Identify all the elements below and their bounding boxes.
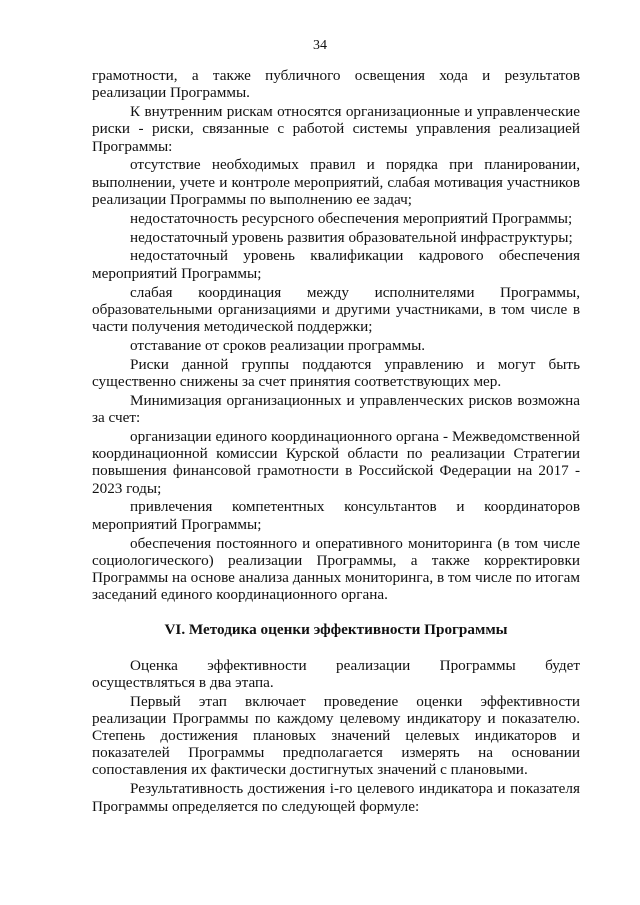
list-item: обеспечения постоянного и оперативного мониторинга (в том числе социологического) реализации Программы, а также корректировки Программы на основе анализа данных мониторинга, в том числе по итогам заседаний единого координационного органа.: [92, 534, 580, 604]
paragraph: Риски данной группы поддаются управлению и могут быть существенно снижены за счет принятия соответствующих мер.: [92, 355, 580, 390]
list-item: слабая координация между исполнителями Программы, образовательными организациями и другими участниками, в том числе в части получения методической поддержки;: [92, 283, 580, 335]
list-item: недостаточный уровень квалификации кадрового обеспечения мероприятий Программы;: [92, 247, 580, 282]
list-item: недостаточный уровень развития образовательной инфраструктуры;: [130, 228, 573, 246]
list-item: организации единого координационного органа - Межведомственной координационной комиссии Курской области по реализации Стратегии повышения финансовой грамотности в Российской Федерации на 2017 - 2023 годы;: [92, 427, 580, 497]
paragraph: Минимизация организационных и управленческих рисков возможна за счет:: [92, 391, 580, 427]
list-item: привлечения компетентных консультантов и координаторов мероприятий Программы;: [92, 498, 580, 533]
page-number: 34: [313, 38, 327, 53]
list-item: отставание от сроков реализации программы.: [130, 336, 426, 354]
paragraph: Первый этап включает проведение оценки эффективности реализации Программы по каждому целевому индикатору и показателю. Степень достижения плановых значений целевых индикаторов и показателей Программы предполагается измерять на основании сопоставления их фактически достигнутых значений с плановыми.: [92, 692, 580, 779]
list-item: недостаточность ресурсного обеспечения мероприятий Программы;: [130, 209, 573, 227]
paragraph: Оценка эффективности реализации Программы будет осуществляться в два этапа.: [92, 656, 580, 691]
section-heading: VI. Методика оценки эффективности Программы: [164, 621, 508, 639]
list-item: отсутствие необходимых правил и порядка при планировании, выполнении, учете и контроле мероприятий, слабая мотивация участников реализации Программы по выполнению ее задач;: [92, 156, 580, 208]
paragraph: грамотности, а также публичного освещения хода и результатов реализации Программы.: [92, 67, 580, 102]
paragraph: К внутренним рискам относятся организационные и управленческие риски - риски, связанные с работой системы управления реализацией Программы:: [92, 103, 580, 155]
document-body: [92, 67, 580, 816]
paragraph: Результативность достижения i-го целевого индикатора и показателя Программы определяется по следующей формуле:: [92, 780, 580, 815]
